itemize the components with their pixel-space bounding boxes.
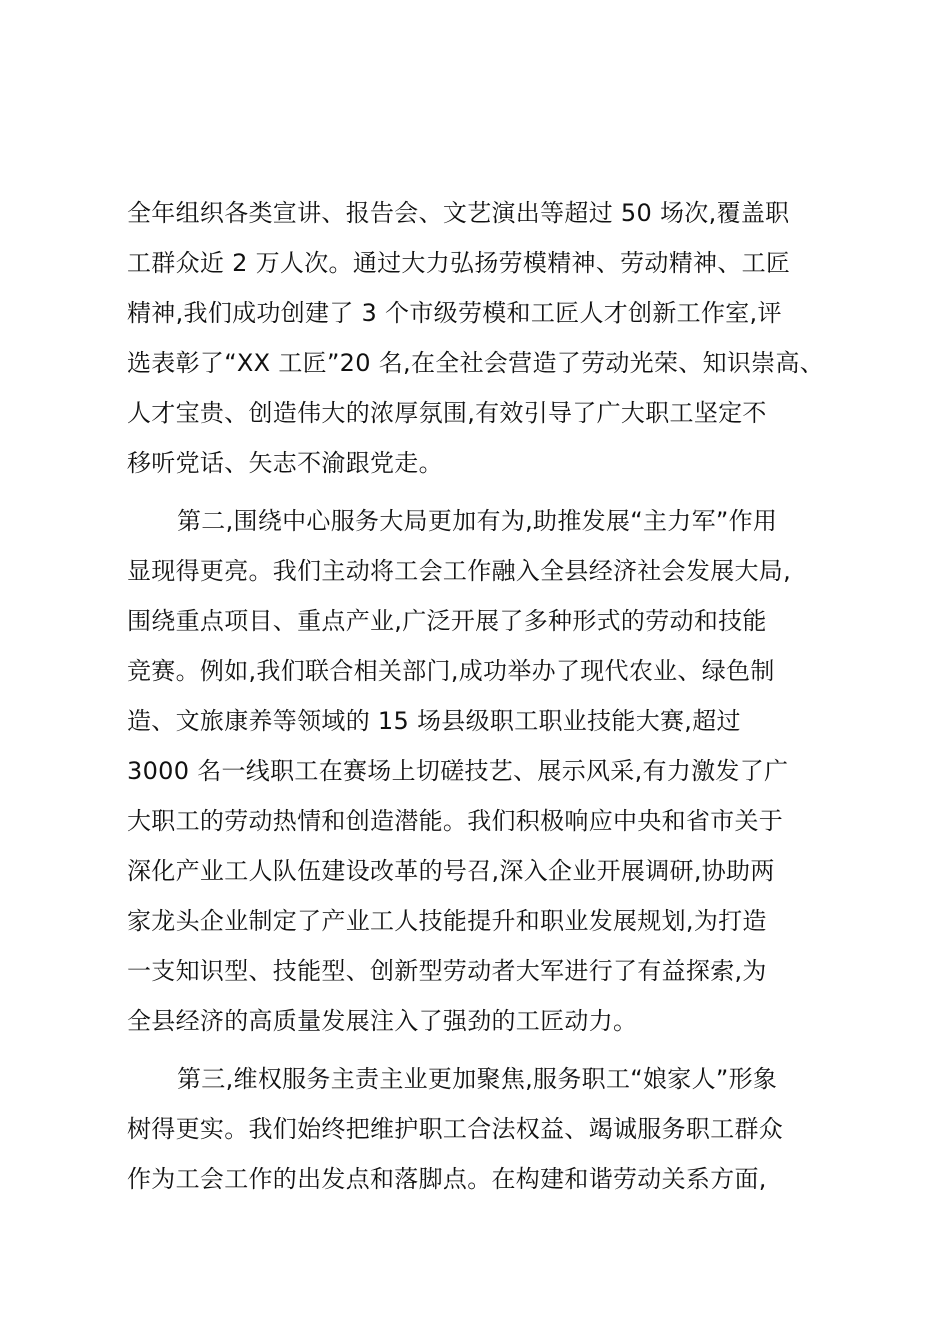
paragraph-2-line-10: 一支知识型、技能型、创新型劳动者大军进行了有益探索,为 (127, 957, 767, 985)
paragraph-3-line-2: 树得更实。我们始终把维护职工合法权益、竭诚服务职工群众 (127, 1115, 784, 1143)
paragraph-2-line-3: 围绕重点项目、重点产业,广泛开展了多种形式的劳动和技能 (127, 607, 767, 635)
paragraph-2-line-5: 造、文旅康养等领域的 15 场县级职工职业技能大赛,超过 (127, 707, 741, 735)
paragraph-2-line-4: 竞赛。例如,我们联合相关部门,成功举办了现代农业、绿色制 (127, 657, 775, 685)
paragraph-2-line-8: 深化产业工人队伍建设改革的号召,深入企业开展调研,协助两 (127, 857, 775, 885)
paragraph-2-line-6: 3000 名一线职工在赛场上切磋技艺、展示风采,有力激发了广 (127, 757, 789, 785)
paragraph-2-line-1: 第二,围绕中心服务大局更加有为,助推发展“主力军”作用 (177, 507, 778, 535)
paragraph-1-line-5: 人才宝贵、创造伟大的浓厚氛围,有效引导了广大职工坚定不 (127, 399, 767, 427)
paragraph-1-line-3: 精神,我们成功创建了 3 个市级劳模和工匠人才创新工作室,评 (127, 299, 782, 327)
paragraph-1-line-2: 工群众近 2 万人次。通过大力弘扬劳模精神、劳动精神、工匠 (127, 249, 791, 277)
paragraph-1-line-4: 选表彰了“XX 工匠”20 名,在全社会营造了劳动光荣、知识崇高、 (127, 349, 825, 377)
paragraph-2-line-9: 家龙头企业制定了产业工人技能提升和职业发展规划,为打造 (127, 907, 767, 935)
paragraph-3-line-3: 作为工会工作的出发点和落脚点。在构建和谐劳动关系方面, (127, 1165, 767, 1193)
paragraph-3-line-1: 第三,维权服务主责主业更加聚焦,服务职工“娘家人”形象 (177, 1065, 778, 1093)
paragraph-2-line-2: 显现得更亮。我们主动将工会工作融入全县经济社会发展大局, (127, 557, 792, 585)
paragraph-1-line-6: 移听党话、矢志不渝跟党走。 (127, 449, 443, 477)
paragraph-2-line-11: 全县经济的高质量发展注入了强劲的工匠动力。 (127, 1007, 638, 1035)
paragraph-1-line-1: 全年组织各类宣讲、报告会、文艺演出等超过 50 场次,覆盖职 (127, 199, 790, 227)
paragraph-2-line-7: 大职工的劳动热情和创造潜能。我们积极响应中央和省市关于 (127, 807, 784, 835)
